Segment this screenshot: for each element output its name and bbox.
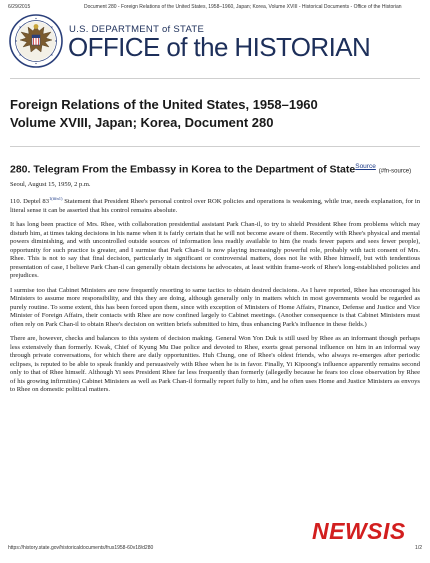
source-link[interactable]: Source <box>355 163 376 170</box>
newsis-watermark: NEWSIS <box>312 518 406 544</box>
document-title-line-2: Volume XVIII, Japan; Korea, Document 280 <box>10 115 274 130</box>
department-seal-icon <box>9 14 63 68</box>
source-footnote-ref[interactable]: (#fn-source) <box>378 168 412 175</box>
office-name[interactable]: OFFICE of the HISTORIAN <box>68 32 371 62</box>
paragraph-1-text: Statement that President Rhee's personal control over ROK policies and operations is weakening, while true, needs explanation, for in literal sense it can be asserted that his control remains absolute. <box>10 198 420 214</box>
footnote-1-ref[interactable]: (#fn1) <box>51 196 63 201</box>
header-divider <box>10 78 420 79</box>
paragraph-1-lead: 110. Deptel 83 <box>10 198 50 206</box>
print-page-title: Document 280 - Foreign Relations of the United States, 1958–1960, Japan; Korea, Volume XVIII - Historical Documents - Office of the Historian <box>84 4 402 10</box>
paragraph-4: There are, however, checks and balances to this system of decision making. General Won Yon Duk is still used by Rhee as an informant though perhaps less extensively than formerly. Kwak, Chief of Kyung Mu Dae police and devoted to Rhee, exerts great personal influence on him in an informal way through private conversations, for which there are daily opportunities. Huh Chung, one of Rhee's oldest friends, who always re-emerges after periodic eclipses, is reputed to be able to speak frankly and persuasively with Rhee when he is in favor. Finally, Yi Kipoong's influence apparently remains second only to that of Rhee himself. Although Yi sees President Rhee far less frequently than formerly (allegedly because he fears too close observation by Rhee of his growing infirmities) Cabinet Ministers as well as Park Chan-il formally report fully to him, and he often uses Home and Justice Ministers as envoys to Rhee on domestic political matters. <box>10 335 420 394</box>
telegram-heading-text: 280. Telegram From the Embassy in Korea to the Department of State <box>10 163 356 176</box>
site-masthead[interactable] <box>9 14 421 70</box>
telegram-dateline: Seoul, August 15, 1959, 2 p.m. <box>10 181 91 188</box>
document-title-line-1: Foreign Relations of the United States, 1958–1960 <box>10 97 318 112</box>
department-name: U.S. DEPARTMENT of STATE <box>69 24 205 35</box>
paragraph-2: It has long been practice of Mrs. Rhee, with collaboration presidential assistant Park Chan-il, to try to shield President Rhee from problems which may disturb him, at times taking decisions in his name when it is fairly certain that he will not become aware of them. Recently with Rhee's physical and mental powers diminishing, and with uncontrolled outside sources of information less readily available to him (he reads fewer papers and sees fewer people), opportunity for such practice is greater, and I surmise that Park Chan-il is now playing increasingly powerful role, probably with tacit consent of Mrs. Rhee. This is not to say that final decision, particularly in significant or controversial matters, does not lie with Rhee himself, but with tendentious presentation of case, I believe Park Chan-il can generally obtain decisions he advocates, at least within frame-work of Rhee's long-established policies and prejudices. <box>10 221 420 280</box>
paragraph-3: I surmise too that Cabinet Ministers are now frequently resorting to same tactics to obtain desired decisions. As I have reported, Rhee has encouraged his Ministers to assume more responsibility, and this they are doing, although generally only in matters which in most governments would be regarded as purely routine. To some extent, this has been forced upon them, since with exception of Ministers of Home Affairs, Finance, Defense and Justice and Vice Minister of Foreign Affairs, their contacts with Rhee are now confined largely to Cabinet meetings. (Another consequence is that Cabinet Ministers must often rely on Park Chan-il to obtain Rhee's decision on written briefs submitted to him, thus enhancing Park's influence in these fields.) <box>10 286 420 328</box>
print-date: 6/29/2015 <box>8 4 31 10</box>
page-url: https://history.state.gov/historicaldocuments/frus1958-60v18/d280 <box>8 545 154 551</box>
telegram-heading <box>10 160 420 179</box>
paragraph-1 <box>10 195 420 215</box>
print-footer <box>8 545 422 555</box>
print-header <box>8 4 422 14</box>
document-title <box>10 96 420 132</box>
page-number: 1/2 <box>415 545 422 551</box>
footnote-1-link[interactable]: 1 <box>49 196 52 201</box>
title-divider <box>10 146 420 147</box>
document-body <box>10 195 420 401</box>
